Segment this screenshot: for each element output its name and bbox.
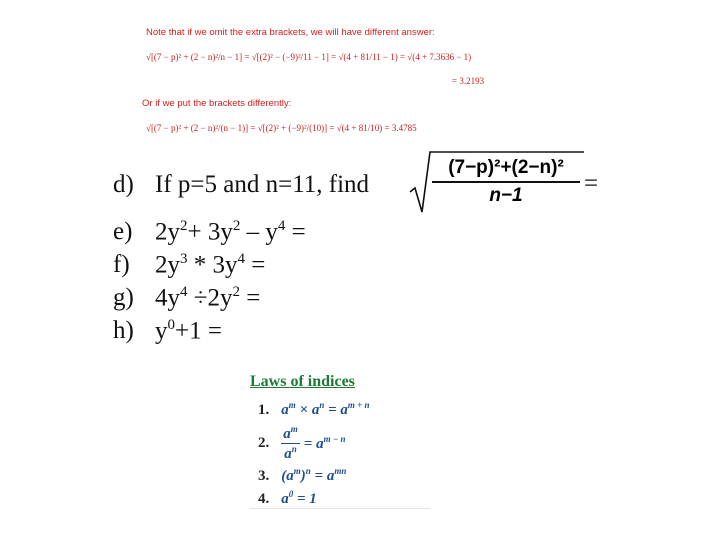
- law-1-result: = a: [324, 402, 348, 418]
- law-1-number: 1.: [258, 402, 270, 418]
- law-3-base: (a: [281, 468, 294, 484]
- question-h-exp1: 0: [167, 317, 175, 333]
- law-3-result: = a: [310, 468, 335, 484]
- question-g-exp1: 4: [180, 284, 188, 300]
- law-2-fraction: [281, 424, 300, 463]
- question-f: [113, 251, 265, 279]
- law-1-result-exp: m + n: [347, 400, 370, 410]
- law-3: [258, 466, 346, 485]
- question-e-term2: + 3y: [187, 218, 233, 246]
- law-4-base: a: [281, 491, 289, 507]
- question-d-denominator: n−1: [489, 185, 523, 206]
- law-2-denominator: a: [284, 446, 292, 462]
- question-h-term1: y: [155, 317, 168, 345]
- question-f-label: f): [113, 251, 130, 279]
- law-3-result-exp: mn: [334, 466, 347, 476]
- law-2-denominator-exp: n: [291, 444, 297, 454]
- law-3-paren: ): [300, 468, 306, 484]
- question-e-exp3: 4: [277, 218, 286, 234]
- question-f-exp2: 4: [237, 251, 245, 267]
- law-1-base: a: [281, 402, 289, 418]
- note-omit-brackets: Note that if we omit the extra brackets, we will have different answer:: [146, 27, 435, 38]
- question-f-exp1: 3: [180, 251, 188, 267]
- law-1: [258, 400, 370, 419]
- law-2-numerator: a: [283, 426, 291, 442]
- law-2-result: = a: [303, 436, 324, 452]
- note-omit-equation: √[(7 − p)² + (2 − n)²/n − 1] = √[(2)² − (−9)²/11 − 1] = √(4 + 81/11 − 1) = √(4 + 7.3636 − 1): [146, 52, 472, 62]
- law-4: [258, 489, 317, 508]
- question-e-equals: =: [285, 218, 306, 246]
- laws-title: Laws of indices: [250, 373, 355, 390]
- laws-image-border: [250, 508, 430, 509]
- question-f-term2: * 3y: [187, 251, 238, 279]
- question-e-exp1: 2: [180, 218, 188, 234]
- question-g-term2: ÷2y: [187, 284, 233, 312]
- question-e-term3: – y: [240, 218, 278, 246]
- law-2-number: 2.: [258, 435, 270, 451]
- question-d: [113, 171, 369, 199]
- question-g: [113, 284, 260, 312]
- question-f-term1: 2y: [155, 251, 180, 279]
- question-h-label: h): [113, 317, 134, 345]
- law-2-numerator-exp: m: [290, 424, 298, 434]
- question-h-equals: +1 =: [175, 317, 222, 345]
- law-1-exp-m: m: [288, 400, 296, 410]
- question-d-equals: =: [584, 170, 599, 197]
- question-d-label: d): [113, 171, 134, 198]
- question-e-exp2: 2: [232, 218, 241, 234]
- law-4-exp: 0: [288, 489, 294, 499]
- law-2: [258, 424, 346, 463]
- note-brackets-differently: Or if we put the brackets differently:: [142, 98, 292, 109]
- question-e-label: e): [113, 218, 133, 246]
- question-g-term1: 4y: [155, 284, 180, 312]
- question-e: [113, 218, 306, 246]
- note-differently-equation: √[(7 − p)² + (2 − n)²/(n − 1)] = √[(2)² + (−9)²/(10)] = √(4 + 81/10) = 3.4785: [146, 123, 417, 133]
- question-e-term1: 2y: [155, 218, 180, 246]
- question-d-text: If p=5 and n=11, find: [155, 171, 370, 198]
- question-g-label: g): [113, 284, 134, 312]
- question-d-numerator: (7−p)²+(2−n)²: [432, 157, 580, 183]
- question-f-equals: =: [245, 251, 266, 279]
- question-d-fraction: [432, 157, 580, 207]
- law-2-result-exp: m − n: [323, 434, 346, 444]
- question-g-exp2: 2: [232, 284, 240, 300]
- law-3-exp-n: n: [305, 466, 311, 476]
- note-omit-result: = 3.2193: [452, 76, 485, 86]
- law-4-result: = 1: [293, 491, 317, 507]
- law-1-times: × a: [295, 402, 320, 418]
- question-g-equals: =: [239, 284, 261, 312]
- question-h: [113, 317, 222, 345]
- law-3-exp-m: m: [293, 466, 301, 476]
- law-4-number: 4.: [258, 491, 270, 507]
- law-1-exp-n: n: [319, 400, 325, 410]
- law-3-number: 3.: [258, 468, 270, 484]
